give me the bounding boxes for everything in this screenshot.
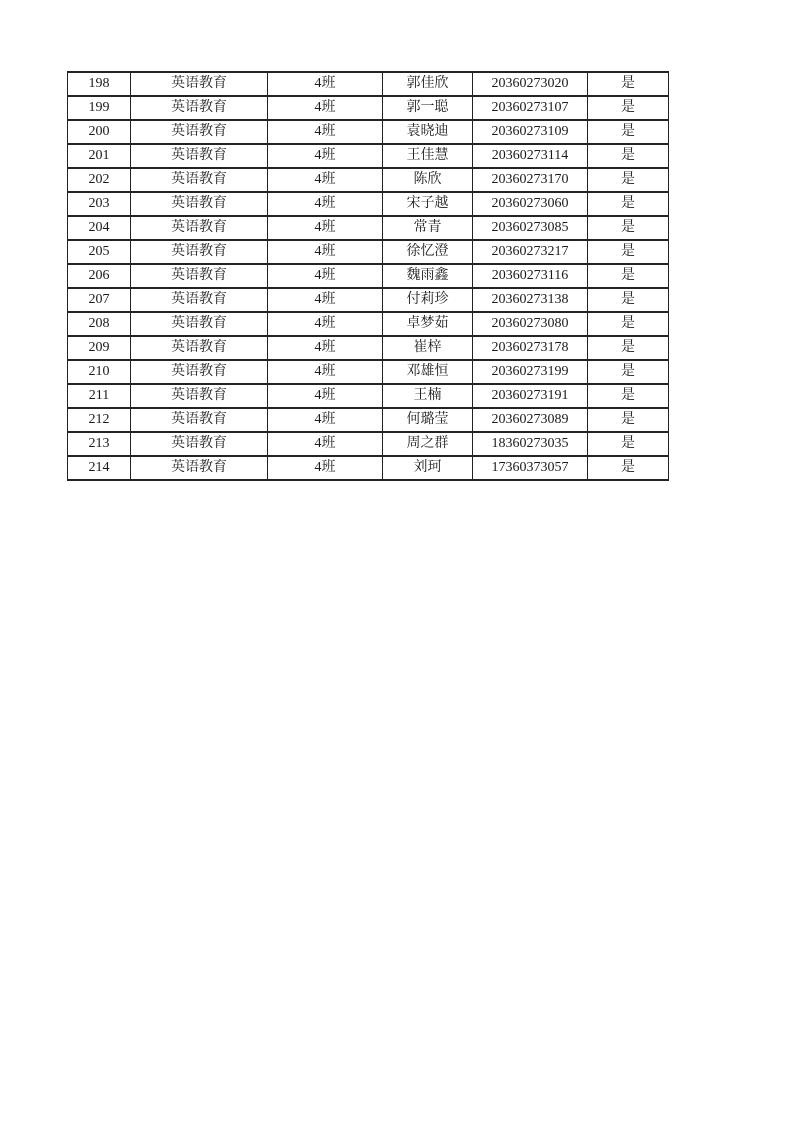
cell-confirmed: 是 — [588, 192, 669, 216]
cell-student_id: 20360273178 — [473, 336, 588, 360]
cell-student_name: 何璐莹 — [383, 408, 473, 432]
cell-class_name: 4班 — [268, 432, 383, 456]
cell-number: 213 — [68, 432, 131, 456]
table-row — [68, 216, 669, 240]
cell-student_name: 徐忆澄 — [383, 240, 473, 264]
table-row — [68, 192, 669, 216]
cell-class_name: 4班 — [268, 192, 383, 216]
cell-confirmed: 是 — [588, 120, 669, 144]
cell-major: 英语教育 — [131, 288, 268, 312]
cell-confirmed: 是 — [588, 456, 669, 480]
cell-student_id: 20360273116 — [473, 264, 588, 288]
cell-number: 201 — [68, 144, 131, 168]
student-roster-table — [67, 71, 669, 481]
cell-number: 204 — [68, 216, 131, 240]
cell-number: 209 — [68, 336, 131, 360]
cell-class_name: 4班 — [268, 144, 383, 168]
cell-major: 英语教育 — [131, 432, 268, 456]
cell-confirmed: 是 — [588, 336, 669, 360]
cell-class_name: 4班 — [268, 336, 383, 360]
cell-class_name: 4班 — [268, 456, 383, 480]
cell-student_id: 20360273199 — [473, 360, 588, 384]
cell-student_name: 崔梓 — [383, 336, 473, 360]
table-row — [68, 288, 669, 312]
cell-student_name: 常青 — [383, 216, 473, 240]
cell-confirmed: 是 — [588, 384, 669, 408]
cell-student_id: 20360273114 — [473, 144, 588, 168]
table-row — [68, 432, 669, 456]
cell-class_name: 4班 — [268, 168, 383, 192]
table-row — [68, 384, 669, 408]
cell-confirmed: 是 — [588, 432, 669, 456]
cell-confirmed: 是 — [588, 312, 669, 336]
cell-confirmed: 是 — [588, 216, 669, 240]
table-row — [68, 168, 669, 192]
cell-student_name: 袁晓迪 — [383, 120, 473, 144]
cell-class_name: 4班 — [268, 408, 383, 432]
cell-number: 206 — [68, 264, 131, 288]
cell-student_id: 20360273138 — [473, 288, 588, 312]
cell-number: 208 — [68, 312, 131, 336]
cell-major: 英语教育 — [131, 384, 268, 408]
cell-confirmed: 是 — [588, 408, 669, 432]
table-row — [68, 96, 669, 120]
cell-class_name: 4班 — [268, 120, 383, 144]
cell-student_name: 宋子越 — [383, 192, 473, 216]
cell-major: 英语教育 — [131, 144, 268, 168]
table-row — [68, 264, 669, 288]
cell-class_name: 4班 — [268, 72, 383, 96]
cell-major: 英语教育 — [131, 168, 268, 192]
table-row — [68, 120, 669, 144]
cell-confirmed: 是 — [588, 96, 669, 120]
cell-student_id: 18360273035 — [473, 432, 588, 456]
cell-student_name: 郭一聪 — [383, 96, 473, 120]
cell-student_name: 王楠 — [383, 384, 473, 408]
cell-major: 英语教育 — [131, 120, 268, 144]
cell-major: 英语教育 — [131, 360, 268, 384]
cell-student_id: 20360273085 — [473, 216, 588, 240]
cell-student_id: 20360273107 — [473, 96, 588, 120]
cell-major: 英语教育 — [131, 72, 268, 96]
cell-major: 英语教育 — [131, 264, 268, 288]
cell-major: 英语教育 — [131, 312, 268, 336]
cell-student_name: 王佳慧 — [383, 144, 473, 168]
cell-student_id: 17360373057 — [473, 456, 588, 480]
table-row — [68, 72, 669, 96]
cell-number: 198 — [68, 72, 131, 96]
cell-number: 199 — [68, 96, 131, 120]
cell-student_name: 郭佳欣 — [383, 72, 473, 96]
cell-student_id: 20360273089 — [473, 408, 588, 432]
roster-table-body — [68, 72, 669, 480]
cell-confirmed: 是 — [588, 168, 669, 192]
table-row — [68, 360, 669, 384]
cell-confirmed: 是 — [588, 288, 669, 312]
cell-number: 212 — [68, 408, 131, 432]
cell-class_name: 4班 — [268, 384, 383, 408]
cell-student_id: 20360273060 — [473, 192, 588, 216]
cell-student_id: 20360273191 — [473, 384, 588, 408]
cell-confirmed: 是 — [588, 240, 669, 264]
cell-student_name: 付莉珍 — [383, 288, 473, 312]
cell-student_id: 20360273217 — [473, 240, 588, 264]
table-row — [68, 456, 669, 480]
table-row — [68, 336, 669, 360]
cell-confirmed: 是 — [588, 360, 669, 384]
cell-major: 英语教育 — [131, 240, 268, 264]
cell-confirmed: 是 — [588, 264, 669, 288]
cell-student_id: 20360273020 — [473, 72, 588, 96]
cell-number: 214 — [68, 456, 131, 480]
cell-major: 英语教育 — [131, 96, 268, 120]
cell-class_name: 4班 — [268, 216, 383, 240]
cell-student_name: 卓梦茹 — [383, 312, 473, 336]
table-row — [68, 240, 669, 264]
cell-student_name: 周之群 — [383, 432, 473, 456]
table-row — [68, 312, 669, 336]
cell-number: 207 — [68, 288, 131, 312]
cell-number: 203 — [68, 192, 131, 216]
cell-class_name: 4班 — [268, 264, 383, 288]
cell-number: 202 — [68, 168, 131, 192]
cell-number: 210 — [68, 360, 131, 384]
cell-class_name: 4班 — [268, 240, 383, 264]
cell-class_name: 4班 — [268, 96, 383, 120]
cell-major: 英语教育 — [131, 456, 268, 480]
cell-major: 英语教育 — [131, 192, 268, 216]
cell-class_name: 4班 — [268, 360, 383, 384]
cell-student_id: 20360273170 — [473, 168, 588, 192]
cell-number: 211 — [68, 384, 131, 408]
cell-major: 英语教育 — [131, 216, 268, 240]
cell-confirmed: 是 — [588, 144, 669, 168]
cell-major: 英语教育 — [131, 408, 268, 432]
cell-major: 英语教育 — [131, 336, 268, 360]
cell-class_name: 4班 — [268, 288, 383, 312]
table-row — [68, 144, 669, 168]
cell-student_id: 20360273109 — [473, 120, 588, 144]
cell-student_name: 魏雨鑫 — [383, 264, 473, 288]
cell-number: 200 — [68, 120, 131, 144]
cell-confirmed: 是 — [588, 72, 669, 96]
cell-class_name: 4班 — [268, 312, 383, 336]
cell-student_name: 陈欣 — [383, 168, 473, 192]
cell-student_name: 邓雄恒 — [383, 360, 473, 384]
table-row — [68, 408, 669, 432]
cell-student_id: 20360273080 — [473, 312, 588, 336]
cell-number: 205 — [68, 240, 131, 264]
cell-student_name: 刘珂 — [383, 456, 473, 480]
